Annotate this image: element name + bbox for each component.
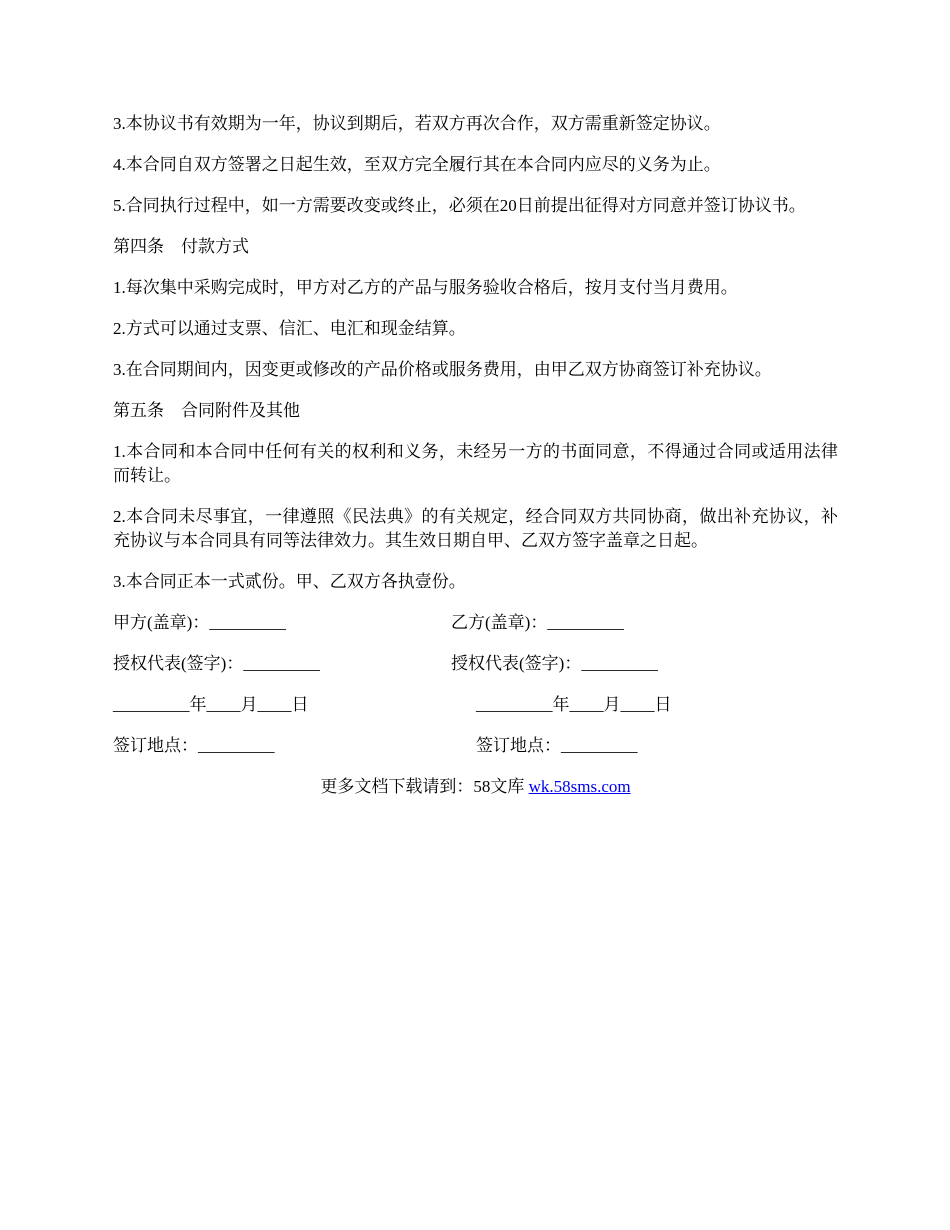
footer-text: 更多文档下载请到：58文库 [320, 777, 529, 796]
party-a-place: 签订地点：_________ [113, 736, 275, 755]
footer [113, 775, 838, 799]
clause-3-3: 3.本协议书有效期为一年，协议到期后，若双方再次合作，双方需重新签定协议。 [113, 114, 721, 133]
clause-4-3: 3.在合同期间内，因变更或修改的产品价格或服务费用，由甲乙双方协商签订补充协议。 [113, 360, 772, 379]
article-5-heading: 第五条 合同附件及其他 [113, 401, 300, 420]
signature-row-place [113, 734, 838, 758]
party-a-seal: 甲方(盖章)：_________ [113, 613, 286, 632]
signature-row-seal [113, 611, 838, 635]
party-b-place: 签订地点：_________ [476, 736, 638, 755]
signature-row-rep [113, 652, 838, 676]
party-b-rep: 授权代表(签字)：_________ [451, 654, 658, 673]
footer-link[interactable]: wk.58sms.com [528, 777, 631, 796]
party-b-seal: 乙方(盖章)：_________ [451, 613, 624, 632]
clause-4-1: 1.每次集中采购完成时，甲方对乙方的产品与服务验收合格后，按月支付当月费用。 [113, 278, 738, 297]
party-b-date: _________年____月____日 [476, 695, 672, 714]
signature-row-date [113, 693, 838, 717]
article-4-heading: 第四条 付款方式 [113, 237, 249, 256]
clause-5-1: 1.本合同和本合同中任何有关的权利和义务，未经另一方的书面同意，不得通过合同或适用法律而转让。 [113, 442, 838, 485]
party-a-date: _________年____月____日 [113, 695, 309, 714]
clause-5-2: 2.本合同未尽事宜，一律遵照《民法典》的有关规定，经合同双方共同协商，做出补充协议，补充协议与本合同具有同等法律效力。其生效日期自甲、乙双方签字盖章之日起。 [113, 507, 838, 550]
clause-4-2: 2.方式可以通过支票、信汇、电汇和现金结算。 [113, 319, 466, 338]
clause-3-5: 5.合同执行过程中，如一方需要改变或终止，必须在20日前提出征得对方同意并签订协议书。 [113, 196, 806, 215]
document-page [113, 112, 838, 799]
clause-3-4: 4.本合同自双方签署之日起生效，至双方完全履行其在本合同内应尽的义务为止。 [113, 155, 721, 174]
clause-5-3: 3.本合同正本一式贰份。甲、乙双方各执壹份。 [113, 572, 466, 591]
party-a-rep: 授权代表(签字)：_________ [113, 654, 320, 673]
